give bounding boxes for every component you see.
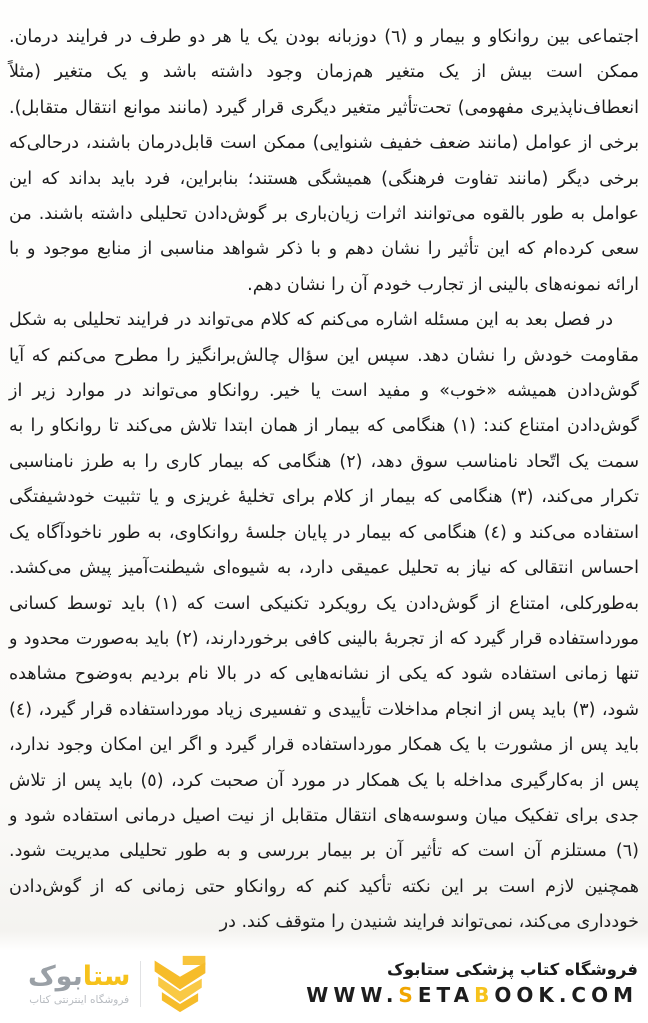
url-segment: B xyxy=(474,983,495,1007)
logo-wordmark-block xyxy=(28,962,130,1006)
logo-tagline: فروشگاه اینترنتی کتاب xyxy=(29,993,130,1006)
url-segment: OOK.COM xyxy=(494,983,638,1007)
chevron-book-emblem-icon xyxy=(151,955,209,1013)
logo-wordmark xyxy=(28,962,130,992)
footer-site-block xyxy=(306,960,638,1007)
logo-wordmark-yellow-part: ستا xyxy=(82,960,131,992)
url-segment: ETA xyxy=(417,983,475,1007)
paragraph: اجتماعی بین روانکاو و بیمار و (٦) دوزبانه بودن یک یا هر دو طرف در فرایند درمان. ممکن است بیش از یک متغیر هم‌زمان وجود داشته باشد و یک متغیر (مثلاً انعطاف‌ناپذیری مفهومی) تحت‌تأثیر متغیر دیگری قرار گیرد (مانند موانع انتقال متقابل). برخی از عوامل (مانند ضعف خفیف شنوایی) ممکن است قابل‌درمان باشند، درحالی‌که برخی دیگر (مانند تفاوت فرهنگی) همیشگی هستند؛ بنابراین، فرد باید بداند که این عوامل به طور بالقوه می‌توانند اثرات زیان‌باری بر گوش‌دادن تحلیلی داشته باشند. من سعی کرده‌ام که این تأثیر را نشان دهم و با ذکر شواهد مناسبی از منابع موجود و با ارائه نمونه‌های بالینی از تجارب خودم آن را نشان دهم. xyxy=(9,27,639,295)
url-segment: S xyxy=(398,983,418,1007)
logo-divider xyxy=(140,961,141,1007)
setabook-logo xyxy=(28,955,209,1013)
logo-wordmark-gray-part: بوک xyxy=(28,960,83,992)
footer xyxy=(0,950,648,1023)
website-url xyxy=(306,983,638,1007)
url-segment: WWW. xyxy=(306,983,399,1007)
store-title: فروشگاه کتاب پزشکی ستابوک xyxy=(387,960,638,979)
paragraph: در فصل بعد به این مسئله اشاره می‌کنم که کلام می‌تواند در فرایند تحلیلی به شکل مقاومت خودش را نشان دهد. سپس این سؤال چالش‌برانگیز را مطرح می‌کنم که آیا گوش‌دادن همیشه «خوب» و مفید است یا خیر. روانکاو می‌تواند در موارد زیر از گوش‌دادن امتناع کند: (۱) هنگامی که بیمار از همان ابتدا تلاش می‌کند تا روانکاو را به سمت یک اتّحاد نامناسب سوق دهد، (۲) هنگامی که بیمار کاری را به طرز نامناسبی تکرار می‌کند، (۳) هنگامی که بیمار از کلام برای تخلیهٔ غریزی و یا تثبیت خودشیفتگی استفاده می‌کند و (٤) هنگامی که بیمار در پایان جلسهٔ روانکاوی، به طور ناخودآگاه یک احساس انتقالی که نیاز به تحلیل عمیقی دارد، به شیوه‌ای شیطنت‌آمیز پیش می‌کشد. به‌طورکلی، امتناع از گوش‌دادن یک رویکرد تکنیکی است که (۱) باید توسط کسانی مورداستفاده قرار گیرد که از تجربهٔ بالینی کافی برخوردارند، (۲) باید به‌صورت محدود و تنها زمانی استفاده شود که یکی از نشانه‌هایی که در بالا نام بردیم به‌وضوح مشاهده شود، (۳) باید پس از انجام مداخلات تأییدی و تفسیری زیاد مورداستفاده قرار گیرد، (٤) باید پس از مشورت با یک همکار مورداستفاده قرار گیرد و اگر این امکان وجود ندارد، پس از به‌کارگیری مداخله با یک همکار در مورد آن صحبت کرد، (٥) باید پس از تلاش جدی برای تفکیک میان وسوسه‌های انتقال متقابل از نیت اصیل درمانی استفاده شود و (٦) مستلزم آن است که تأثیر آن بر بیمار بررسی و به طور تحلیلی مدیریت شود. همچنین لازم است بر این نکته تأکید کنم که روانکاو حتی زمانی که از گوش‌دادن خودداری می‌کند، نمی‌تواند فرایند شنیدن را متوقف کند. در xyxy=(9,310,640,933)
